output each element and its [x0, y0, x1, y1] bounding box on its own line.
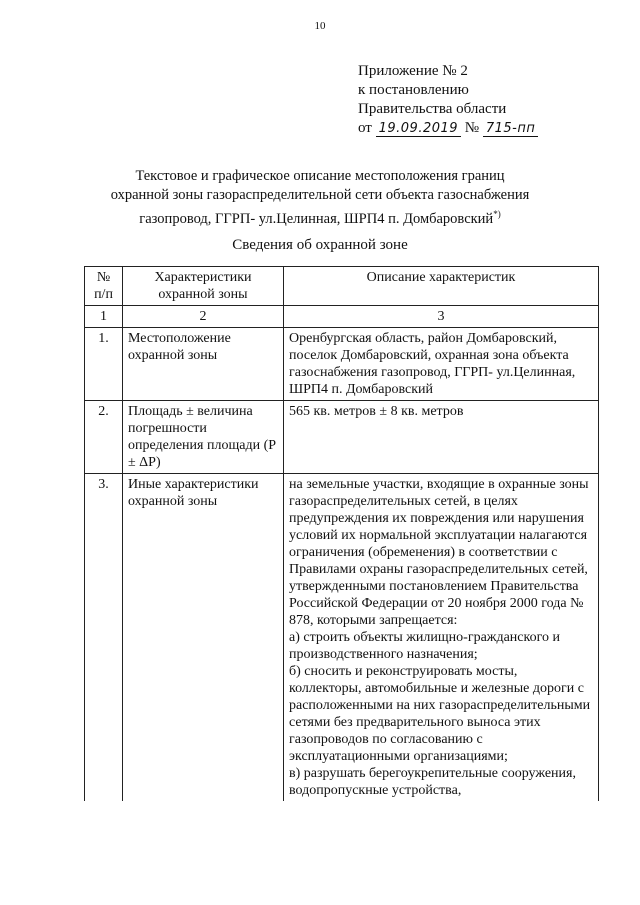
row-number: 1.	[85, 328, 123, 401]
header-characteristics: Характеристики охранной зоны	[123, 267, 284, 306]
appendix-date-line	[358, 119, 538, 138]
header-description: Описание характеристик	[284, 267, 599, 306]
appendix-line-3: Правительства области	[358, 101, 507, 117]
row-number: 2.	[85, 401, 123, 474]
appendix-block	[358, 62, 538, 138]
column-number: 3	[284, 306, 599, 328]
appendix-line-1: Приложение № 2	[358, 63, 468, 79]
document-title	[80, 167, 560, 229]
appendix-from-label: от	[358, 120, 372, 136]
row-description: Оренбургская область, район Домбаровский, поселок Домбаровский, охранная зона объекта газоснабжения газопровод, ГГРП- ул.Целинная, ШРП4 п. Домбаровский	[284, 328, 599, 401]
section-subtitle: Сведения об охранной зоне	[232, 237, 408, 253]
row-characteristic: Иные характеристики охранной зоны	[123, 474, 284, 802]
title-line-3	[80, 205, 560, 229]
header-number: № п/п	[85, 267, 123, 306]
table-header-row	[85, 267, 599, 306]
row-characteristic: Местоположение охранной зоны	[123, 328, 284, 401]
table-column-numbers-row	[85, 306, 599, 328]
title-line-1: Текстовое и графическое описание местоположения границ	[135, 168, 505, 184]
row-description: 565 кв. метров ± 8 кв. метров	[284, 401, 599, 474]
footnote-mark: *)	[493, 209, 501, 219]
title-line-3-text: газопровод, ГГРП- ул.Целинная, ШРП4 п. Домбаровский	[139, 210, 494, 227]
row-description	[284, 474, 599, 802]
handwritten-date: 19.09.2019	[376, 121, 461, 137]
appendix-number-sign: №	[464, 120, 480, 136]
title-line-2: охранной зоны газораспределительной сети объекта газоснабжения	[110, 187, 530, 203]
appendix-line-2: к постановлению	[358, 82, 469, 98]
row-number: 3.	[85, 474, 123, 802]
restriction-item: в) разрушать берегоукрепительные сооружения, водопропускные устройства,	[289, 766, 576, 798]
restriction-item: а) строить объекты жилищно-гражданского и производственного назначения;	[289, 630, 560, 662]
table-row	[85, 328, 599, 401]
table-row	[85, 401, 599, 474]
column-number: 2	[123, 306, 284, 328]
table-row	[85, 474, 599, 802]
restrictions-intro: на земельные участки, входящие в охранные зоны газораспределительных сетей, в целях предупреждения их повреждения или нарушения условий их нормальной эксплуатации налагаются ограничения (обременения) в соответствии с Правилами охраны газораспределительных сетей, утвержденными постановлением Правительства Российской Федерации от 20 ноября 2000 года № 878, которыми запрещается:	[289, 477, 589, 628]
row-characteristic: Площадь ± величина погрешности определения площади (P ± ΔP)	[123, 401, 284, 474]
page-number: 10	[314, 20, 326, 32]
handwritten-number: 715-пп	[483, 121, 539, 137]
restriction-item: б) сносить и реконструировать мосты, коллекторы, автомобильные и железные дороги с расположенными на них газораспределительными сетями без предварительного выноса этих газопроводов по согласованию с эксплуатационными организациями;	[289, 664, 591, 764]
protection-zone-table	[84, 266, 599, 801]
column-number: 1	[85, 306, 123, 328]
